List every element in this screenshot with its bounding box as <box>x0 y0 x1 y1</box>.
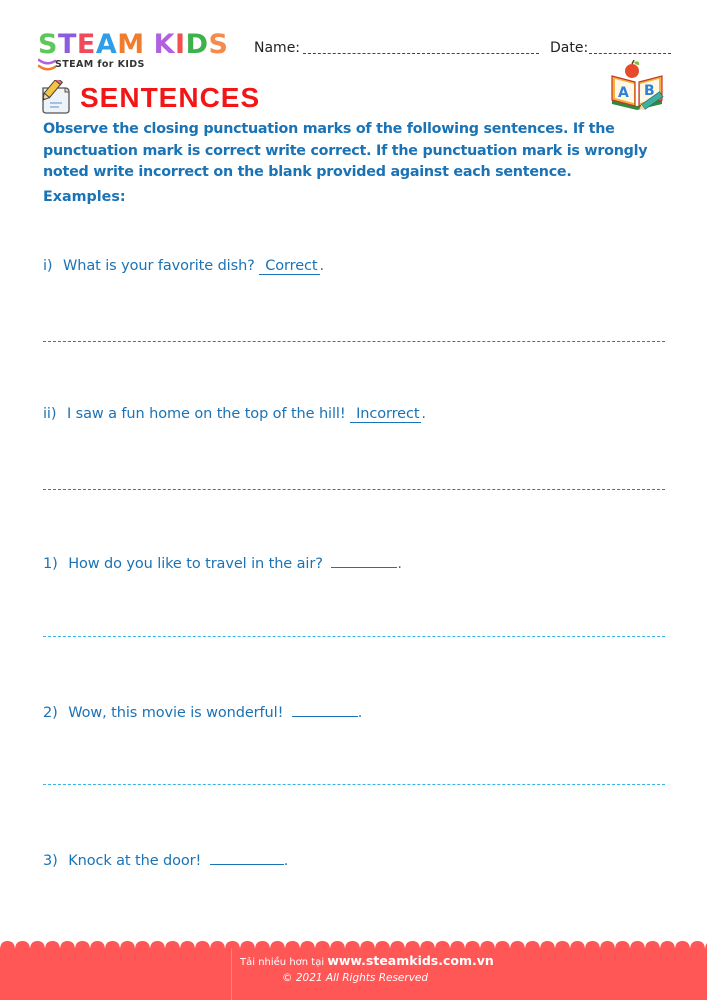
logo-letter: D <box>185 29 209 60</box>
footer-copyright: © 2021 All Rights Reserved <box>282 972 429 984</box>
logo-letter: I <box>175 29 186 60</box>
pencil-paper-icon <box>37 80 73 116</box>
divider-blue <box>43 784 665 785</box>
answer-blank[interactable] <box>292 703 358 717</box>
answer-field[interactable]: Incorrect <box>350 407 421 423</box>
example-question-2 <box>43 406 426 423</box>
footer-prefix: Tải nhiều hơn tại <box>240 957 325 968</box>
end-punctuation: . <box>319 258 325 274</box>
instructions-text: Observe the closing punctuation marks of the following sentences. If the punctuation mark is correct write correct. If the punctuation mark is wrongly noted write incorrect on the blank provided against each sentence. <box>43 121 648 180</box>
date-input-line[interactable] <box>589 53 671 54</box>
question-1 <box>43 554 402 572</box>
question-number: 2) <box>43 705 58 721</box>
logo-letter: S <box>38 29 58 60</box>
logo-subtitle: STEAM for KIDS <box>55 59 145 70</box>
svg-text:B: B <box>644 83 655 99</box>
footer-divider <box>231 948 232 1000</box>
divider-pink <box>43 341 665 342</box>
footer-site-link[interactable]: www.steamkids.com.vn <box>327 953 494 968</box>
question-text: Wow, this movie is wonderful! <box>68 705 284 721</box>
logo-letter: S <box>208 29 229 60</box>
logo-letter: M <box>117 29 145 60</box>
steam-kids-logo <box>38 30 238 72</box>
logo-wordmark <box>38 30 228 60</box>
footer-download-text <box>240 953 494 968</box>
end-punctuation: . <box>421 406 426 422</box>
question-number: ii) <box>43 406 57 422</box>
question-number: 3) <box>43 853 58 869</box>
svg-text:A: A <box>618 85 629 101</box>
page-title: SENTENCES <box>80 82 261 113</box>
end-punctuation: . <box>283 853 289 869</box>
end-punctuation: . <box>397 556 402 572</box>
date-label: Date: <box>550 40 589 56</box>
question-number: 1) <box>43 556 58 572</box>
example-question-1 <box>43 258 324 275</box>
question-text: I saw a fun home on the top of the hill! <box>66 406 346 422</box>
question-text: How do you like to travel in the air? <box>68 556 323 572</box>
answer-blank[interactable] <box>331 554 397 568</box>
question-number: i) <box>43 258 53 274</box>
logo-letter: A <box>95 29 118 60</box>
end-punctuation: . <box>357 705 363 721</box>
question-text: What is your favorite dish? <box>63 258 255 274</box>
logo-letter: E <box>76 29 96 60</box>
logo-letter: T <box>57 29 77 60</box>
name-input-line[interactable] <box>303 53 539 54</box>
examples-label: Examples: <box>43 189 126 205</box>
divider-blue <box>43 636 665 637</box>
question-3 <box>43 851 288 869</box>
divider-pink <box>43 489 665 490</box>
logo-letter: K <box>153 29 176 60</box>
abc-book-icon <box>606 60 668 112</box>
question-text: Knock at the door! <box>68 853 202 869</box>
question-2 <box>43 703 362 721</box>
name-label: Name: <box>254 40 301 56</box>
answer-blank[interactable] <box>210 851 284 865</box>
answer-field[interactable]: Correct <box>259 259 319 275</box>
logo-swoosh-icon <box>38 58 56 72</box>
